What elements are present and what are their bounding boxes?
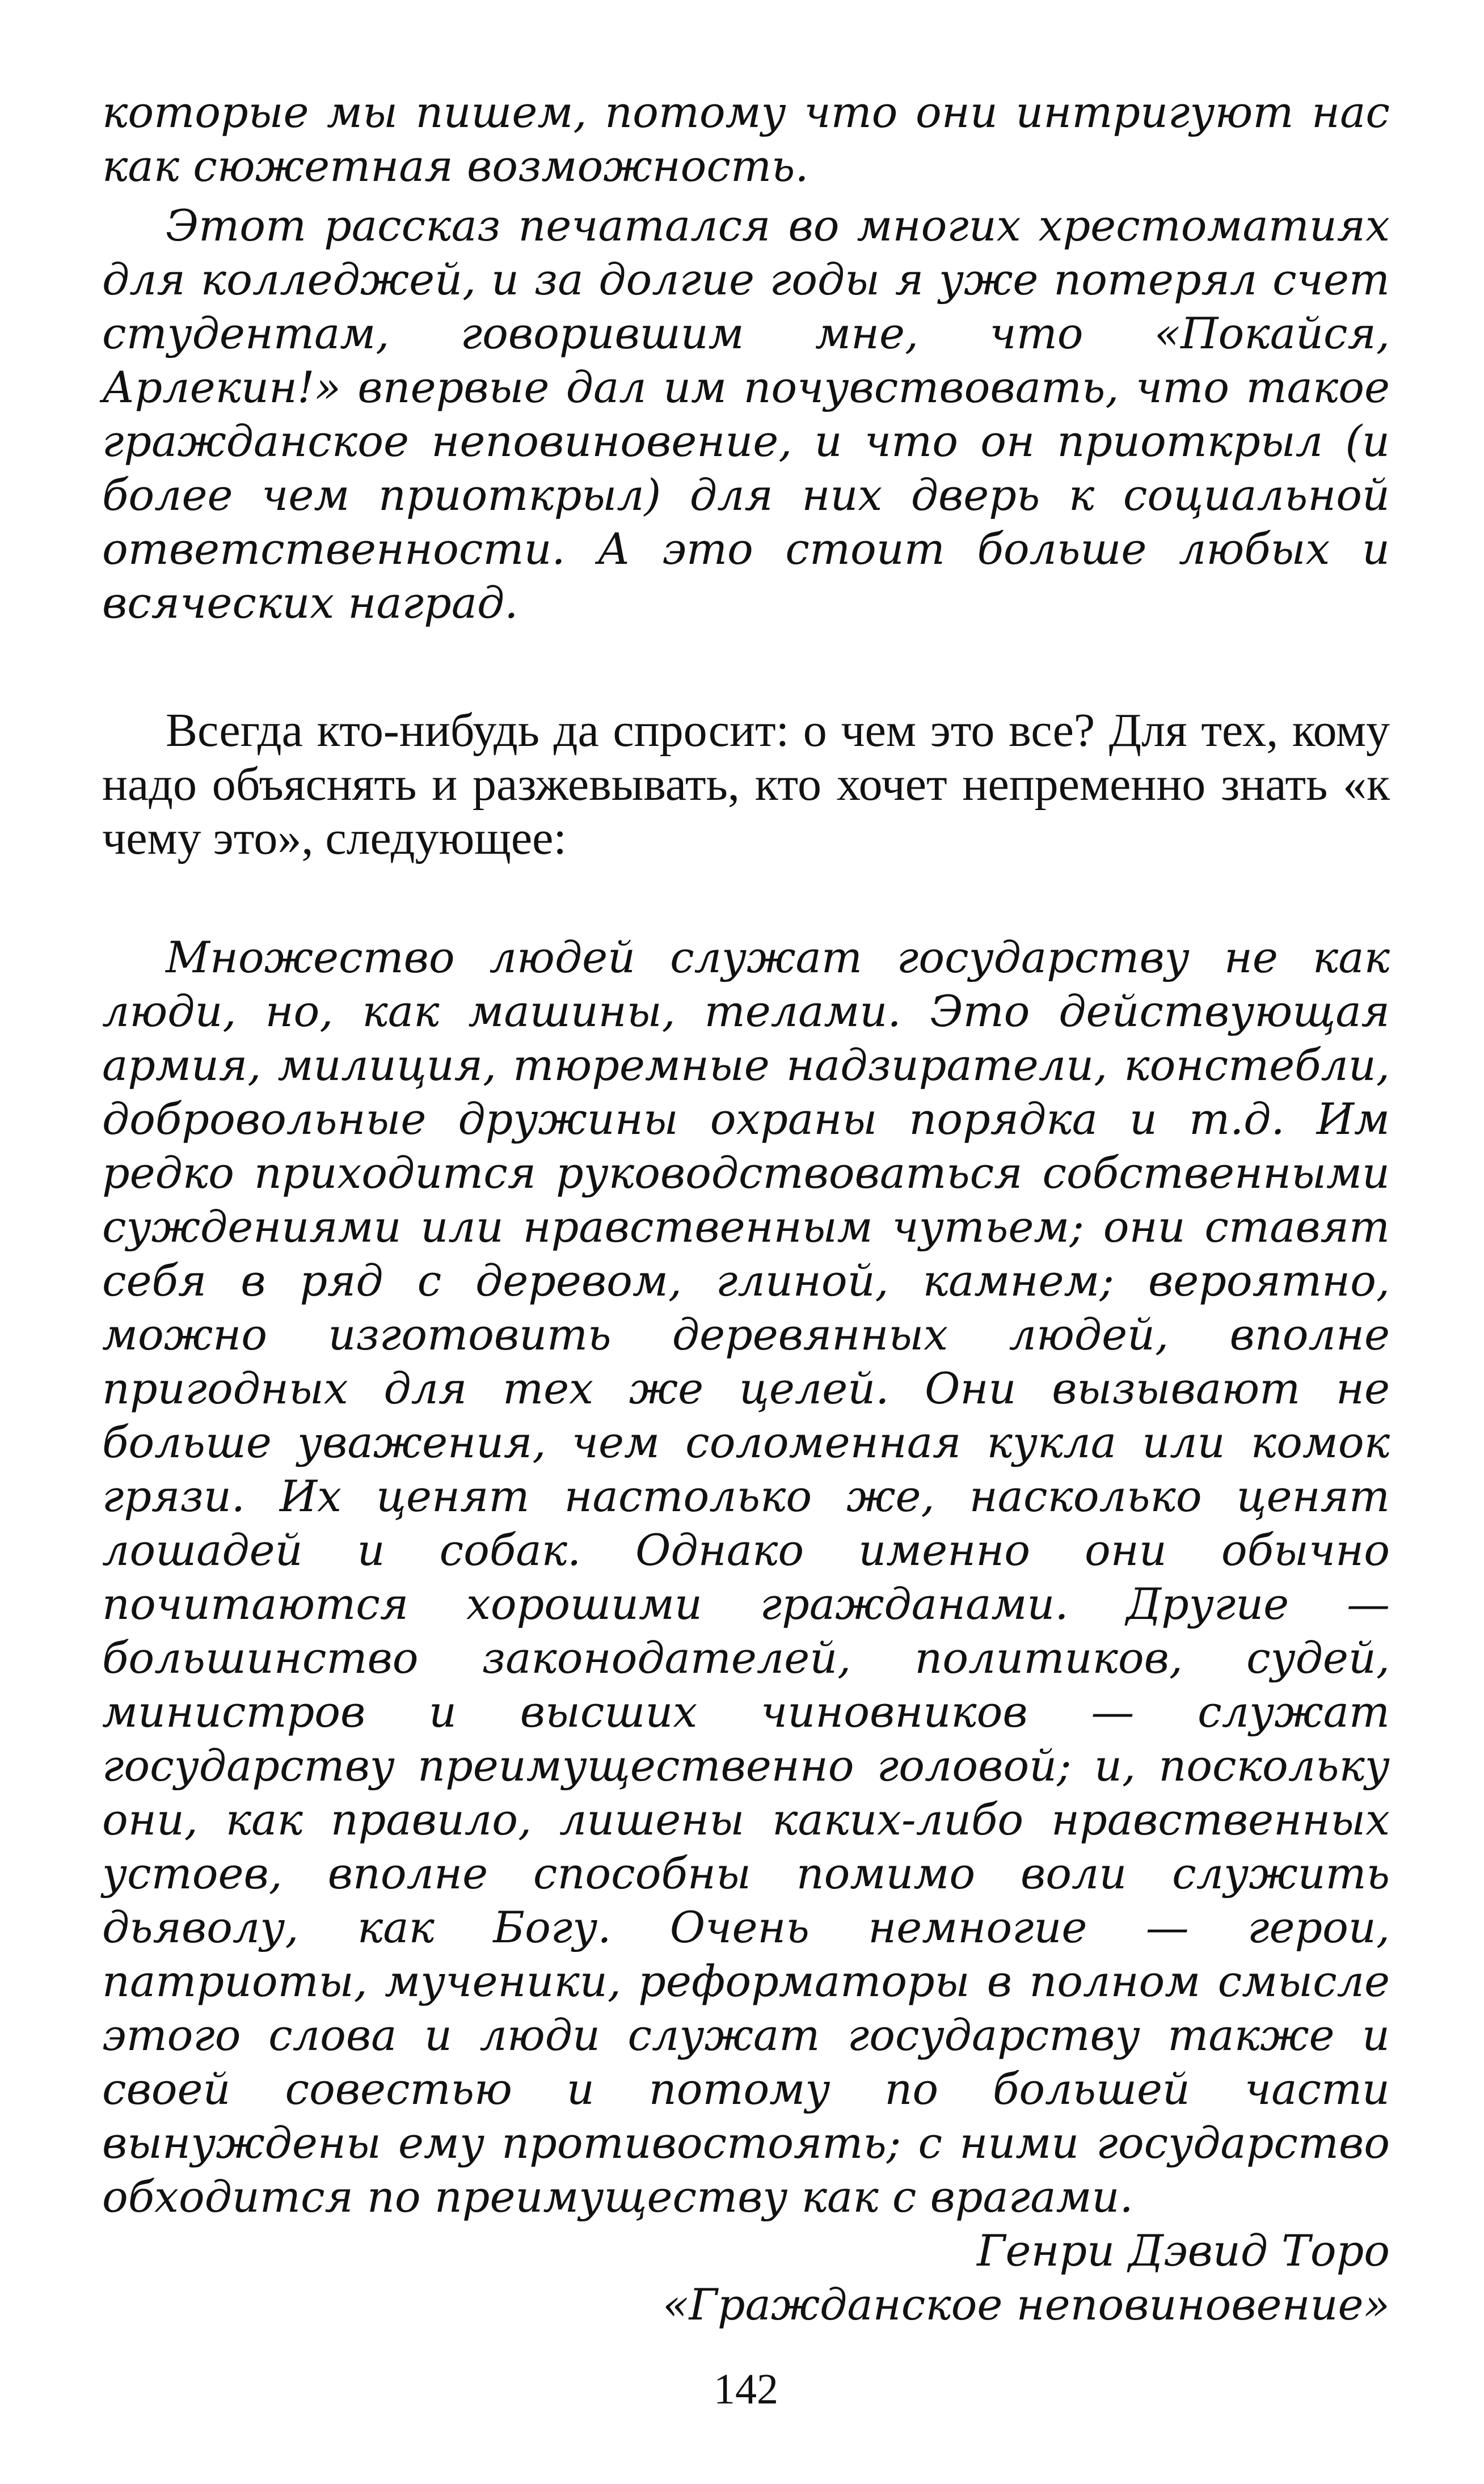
page-number: 142 xyxy=(714,2365,778,2413)
quote-source-title: «Гражданское неповиновение» xyxy=(663,2279,1390,2330)
book-page xyxy=(102,85,1390,2422)
question-paragraph: Всегда кто-нибудь да спросит: о чем это все? Для тех, кому надо объяснять и разжевывать, кто хочет непременно знать «к чему это», следующее: xyxy=(102,704,1390,864)
thoreau-quote: Множество людей служат государству не как люди, но, как машины, телами. Это действующая армия, милиция, тюремные надзиратели, констебли, добровольные дружины охраны порядка и т.д. Им редко приходится руководствоваться собственными суждениями или нравственным чутьем; они ставят себя в ряд с деревом, глиной, камнем; вероятно, можно изготовить деревянных людей, вполне пригодных для тех же целей. Они вызывают не больше уважения, чем соломенная кукла или комок грязи. Их ценят настолько же, насколько ценят лошадей и собак. Однако именно они обычно почитаются хорошими гражданами. Другие — большинство законодателей, политиков, судей, министров и высших чиновников — служат государству преимущественно головой; и, поскольку они, как правило, лишены каких-либо нравственных устоев, вполне способны помимо воли служить дьяволу, как Богу. Очень немногие — герои, патриоты, мученики, реформаторы в полном смысле этого слова и люди служат государству также и своей совестью и потому по большей части вынуждены ему противостоять; с ними государство обходится по преимуществу как с врагами. xyxy=(102,932,1390,2222)
intro-paragraph: Этот рассказ печатался во многих хрестоматиях для колледжей, и за долгие годы я уже потерял счет студентам, говорившим мне, что «Покайся, Арлекин!» впервые дал им почувствовать, что такое гражданское неповиновение, и что он приоткрыл (и более чем приоткрыл) для них дверь к социальной ответственности. А это стоит больше любых и всяческих наград. xyxy=(102,200,1390,628)
quote-author: Генри Дэвид Торо xyxy=(977,2225,1390,2276)
intro-continuation-text: которые мы пишем, потому что они интригуют нас как сюжетная возможность. xyxy=(102,87,1390,191)
